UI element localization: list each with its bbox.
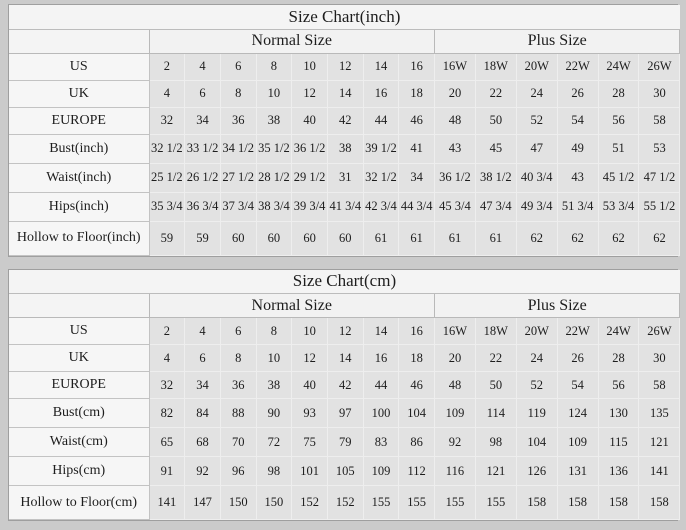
row-label: Hollow to Floor(inch)	[9, 221, 149, 255]
value-cell: 60	[327, 221, 363, 255]
value-cell: 51	[598, 134, 639, 163]
value-cell: 55 1/2	[639, 192, 680, 221]
value-cell: 141	[639, 457, 680, 486]
value-cell: 37 3/4	[220, 192, 256, 221]
value-cell: 14	[363, 53, 399, 80]
value-cell: 16	[399, 53, 435, 80]
value-cell: 26W	[639, 318, 680, 345]
value-cell: 121	[475, 457, 516, 486]
value-cell: 14	[363, 318, 399, 345]
value-cell: 109	[363, 457, 399, 486]
value-cell: 27 1/2	[220, 163, 256, 192]
row-label: Hollow to Floor(cm)	[9, 486, 149, 520]
value-cell: 62	[639, 221, 680, 255]
corner-cell	[9, 294, 149, 318]
size-chart-cm-table	[9, 270, 680, 521]
value-cell: 34	[185, 372, 221, 399]
value-cell: 26 1/2	[185, 163, 221, 192]
value-cell: 53 3/4	[598, 192, 639, 221]
row-label: EUROPE	[9, 107, 149, 134]
row-label: Bust(inch)	[9, 134, 149, 163]
value-cell: 26	[557, 345, 598, 372]
value-cell: 47	[516, 134, 557, 163]
value-cell: 32	[149, 372, 185, 399]
value-cell: 39 3/4	[292, 192, 328, 221]
value-cell: 46	[399, 107, 435, 134]
value-cell: 155	[363, 486, 399, 520]
table-row	[9, 457, 680, 486]
value-cell: 56	[598, 107, 639, 134]
value-cell: 59	[185, 221, 221, 255]
value-cell: 30	[639, 345, 680, 372]
value-cell: 34	[399, 163, 435, 192]
value-cell: 61	[399, 221, 435, 255]
value-cell: 31	[327, 163, 363, 192]
value-cell: 26W	[639, 53, 680, 80]
value-cell: 44	[363, 372, 399, 399]
value-cell: 68	[185, 428, 221, 457]
value-cell: 62	[598, 221, 639, 255]
value-cell: 92	[185, 457, 221, 486]
value-cell: 24	[516, 80, 557, 107]
value-cell: 20	[435, 80, 476, 107]
value-cell: 60	[220, 221, 256, 255]
value-cell: 72	[256, 428, 292, 457]
value-cell: 93	[292, 399, 328, 428]
value-cell: 22	[475, 345, 516, 372]
value-cell: 158	[557, 486, 598, 520]
row-label: US	[9, 318, 149, 345]
value-cell: 50	[475, 107, 516, 134]
value-cell: 38	[256, 107, 292, 134]
row-label: Hips(inch)	[9, 192, 149, 221]
corner-cell	[9, 29, 149, 53]
table-row	[9, 399, 680, 428]
value-cell: 24W	[598, 318, 639, 345]
value-cell: 22	[475, 80, 516, 107]
value-cell: 32	[149, 107, 185, 134]
row-label: EUROPE	[9, 372, 149, 399]
value-cell: 62	[516, 221, 557, 255]
value-cell: 36	[220, 107, 256, 134]
value-cell: 130	[598, 399, 639, 428]
size-chart-inch	[8, 4, 678, 257]
table-row	[9, 107, 680, 134]
value-cell: 40	[292, 107, 328, 134]
value-cell: 70	[220, 428, 256, 457]
value-cell: 12	[327, 53, 363, 80]
value-cell: 29 1/2	[292, 163, 328, 192]
value-cell: 6	[185, 345, 221, 372]
value-cell: 44	[363, 107, 399, 134]
value-cell: 61	[435, 221, 476, 255]
value-cell: 65	[149, 428, 185, 457]
value-cell: 10	[292, 318, 328, 345]
value-cell: 10	[292, 53, 328, 80]
row-label: UK	[9, 80, 149, 107]
value-cell: 22W	[557, 318, 598, 345]
value-cell: 28	[598, 345, 639, 372]
value-cell: 2	[149, 53, 185, 80]
value-cell: 48	[435, 107, 476, 134]
value-cell: 79	[327, 428, 363, 457]
value-cell: 104	[399, 399, 435, 428]
row-label: US	[9, 53, 149, 80]
value-cell: 32 1/2	[363, 163, 399, 192]
value-cell: 4	[185, 318, 221, 345]
table-row	[9, 221, 680, 255]
value-cell: 35 3/4	[149, 192, 185, 221]
value-cell: 16	[363, 345, 399, 372]
value-cell: 86	[399, 428, 435, 457]
value-cell: 45 3/4	[435, 192, 476, 221]
value-cell: 54	[557, 372, 598, 399]
value-cell: 18	[399, 80, 435, 107]
row-label: Waist(inch)	[9, 163, 149, 192]
value-cell: 119	[516, 399, 557, 428]
value-cell: 6	[220, 53, 256, 80]
value-cell: 28 1/2	[256, 163, 292, 192]
value-cell: 83	[363, 428, 399, 457]
value-cell: 36 3/4	[185, 192, 221, 221]
row-label: Hips(cm)	[9, 457, 149, 486]
row-label: UK	[9, 345, 149, 372]
value-cell: 91	[149, 457, 185, 486]
value-cell: 61	[363, 221, 399, 255]
value-cell: 136	[598, 457, 639, 486]
value-cell: 20	[435, 345, 476, 372]
value-cell: 158	[598, 486, 639, 520]
value-cell: 4	[149, 80, 185, 107]
value-cell: 24	[516, 345, 557, 372]
value-cell: 109	[557, 428, 598, 457]
table-row	[9, 80, 680, 107]
value-cell: 112	[399, 457, 435, 486]
table-title: Size Chart(cm)	[9, 270, 680, 294]
value-cell: 30	[639, 80, 680, 107]
value-cell: 28	[598, 80, 639, 107]
table-row	[9, 192, 680, 221]
value-cell: 101	[292, 457, 328, 486]
value-cell: 158	[639, 486, 680, 520]
value-cell: 51 3/4	[557, 192, 598, 221]
value-cell: 8	[220, 80, 256, 107]
value-cell: 4	[149, 345, 185, 372]
value-cell: 100	[363, 399, 399, 428]
value-cell: 33 1/2	[185, 134, 221, 163]
value-cell: 49	[557, 134, 598, 163]
value-cell: 114	[475, 399, 516, 428]
value-cell: 36	[220, 372, 256, 399]
value-cell: 18W	[475, 53, 516, 80]
value-cell: 152	[327, 486, 363, 520]
value-cell: 105	[327, 457, 363, 486]
value-cell: 115	[598, 428, 639, 457]
value-cell: 158	[516, 486, 557, 520]
value-cell: 155	[435, 486, 476, 520]
title-row	[9, 5, 680, 29]
value-cell: 36 1/2	[292, 134, 328, 163]
value-cell: 41 3/4	[327, 192, 363, 221]
row-label: Bust(cm)	[9, 399, 149, 428]
table-row	[9, 134, 680, 163]
value-cell: 50	[475, 372, 516, 399]
value-cell: 58	[639, 107, 680, 134]
value-cell: 126	[516, 457, 557, 486]
value-cell: 8	[256, 318, 292, 345]
value-cell: 10	[256, 80, 292, 107]
value-cell: 56	[598, 372, 639, 399]
value-cell: 152	[292, 486, 328, 520]
value-cell: 43	[557, 163, 598, 192]
value-cell: 43	[435, 134, 476, 163]
table-row	[9, 345, 680, 372]
group-header-normal-size: Normal Size	[149, 29, 435, 53]
value-cell: 6	[220, 318, 256, 345]
value-cell: 150	[256, 486, 292, 520]
value-cell: 45	[475, 134, 516, 163]
value-cell: 22W	[557, 53, 598, 80]
value-cell: 155	[475, 486, 516, 520]
value-cell: 47 1/2	[639, 163, 680, 192]
value-cell: 42	[327, 107, 363, 134]
row-label: Waist(cm)	[9, 428, 149, 457]
value-cell: 18W	[475, 318, 516, 345]
value-cell: 38	[327, 134, 363, 163]
value-cell: 109	[435, 399, 476, 428]
value-cell: 131	[557, 457, 598, 486]
value-cell: 38	[256, 372, 292, 399]
value-cell: 25 1/2	[149, 163, 185, 192]
value-cell: 124	[557, 399, 598, 428]
size-chart-inch-table	[9, 5, 680, 256]
value-cell: 42	[327, 372, 363, 399]
value-cell: 61	[475, 221, 516, 255]
value-cell: 54	[557, 107, 598, 134]
value-cell: 59	[149, 221, 185, 255]
table-row	[9, 486, 680, 520]
value-cell: 58	[639, 372, 680, 399]
size-chart-cm	[8, 269, 678, 522]
value-cell: 45 1/2	[598, 163, 639, 192]
value-cell: 16W	[435, 53, 476, 80]
table-row	[9, 53, 680, 80]
value-cell: 98	[475, 428, 516, 457]
value-cell: 12	[292, 345, 328, 372]
value-cell: 18	[399, 345, 435, 372]
table-row	[9, 428, 680, 457]
value-cell: 24W	[598, 53, 639, 80]
value-cell: 96	[220, 457, 256, 486]
value-cell: 40 3/4	[516, 163, 557, 192]
value-cell: 116	[435, 457, 476, 486]
value-cell: 47 3/4	[475, 192, 516, 221]
value-cell: 41	[399, 134, 435, 163]
value-cell: 48	[435, 372, 476, 399]
value-cell: 42 3/4	[363, 192, 399, 221]
value-cell: 121	[639, 428, 680, 457]
value-cell: 44 3/4	[399, 192, 435, 221]
group-header-plus-size: Plus Size	[435, 294, 680, 318]
value-cell: 32 1/2	[149, 134, 185, 163]
value-cell: 10	[256, 345, 292, 372]
value-cell: 14	[327, 345, 363, 372]
value-cell: 62	[557, 221, 598, 255]
value-cell: 46	[399, 372, 435, 399]
value-cell: 38 1/2	[475, 163, 516, 192]
value-cell: 104	[516, 428, 557, 457]
value-cell: 53	[639, 134, 680, 163]
value-cell: 39 1/2	[363, 134, 399, 163]
value-cell: 8	[256, 53, 292, 80]
value-cell: 16	[399, 318, 435, 345]
value-cell: 84	[185, 399, 221, 428]
table-row	[9, 163, 680, 192]
title-row	[9, 270, 680, 294]
value-cell: 52	[516, 107, 557, 134]
value-cell: 60	[292, 221, 328, 255]
value-cell: 90	[256, 399, 292, 428]
value-cell: 8	[220, 345, 256, 372]
value-cell: 16W	[435, 318, 476, 345]
value-cell: 82	[149, 399, 185, 428]
value-cell: 60	[256, 221, 292, 255]
value-cell: 12	[292, 80, 328, 107]
value-cell: 16	[363, 80, 399, 107]
group-header-row	[9, 294, 680, 318]
value-cell: 75	[292, 428, 328, 457]
value-cell: 141	[149, 486, 185, 520]
value-cell: 2	[149, 318, 185, 345]
group-header-plus-size: Plus Size	[435, 29, 680, 53]
value-cell: 92	[435, 428, 476, 457]
value-cell: 35 1/2	[256, 134, 292, 163]
value-cell: 20W	[516, 53, 557, 80]
value-cell: 34 1/2	[220, 134, 256, 163]
value-cell: 12	[327, 318, 363, 345]
value-cell: 88	[220, 399, 256, 428]
value-cell: 147	[185, 486, 221, 520]
value-cell: 49 3/4	[516, 192, 557, 221]
value-cell: 150	[220, 486, 256, 520]
group-header-row	[9, 29, 680, 53]
value-cell: 34	[185, 107, 221, 134]
group-header-normal-size: Normal Size	[149, 294, 435, 318]
table-row	[9, 318, 680, 345]
value-cell: 26	[557, 80, 598, 107]
value-cell: 40	[292, 372, 328, 399]
value-cell: 38 3/4	[256, 192, 292, 221]
value-cell: 14	[327, 80, 363, 107]
value-cell: 52	[516, 372, 557, 399]
value-cell: 135	[639, 399, 680, 428]
value-cell: 20W	[516, 318, 557, 345]
value-cell: 6	[185, 80, 221, 107]
value-cell: 155	[399, 486, 435, 520]
value-cell: 98	[256, 457, 292, 486]
table-title: Size Chart(inch)	[9, 5, 680, 29]
value-cell: 4	[185, 53, 221, 80]
value-cell: 36 1/2	[435, 163, 476, 192]
table-row	[9, 372, 680, 399]
value-cell: 97	[327, 399, 363, 428]
